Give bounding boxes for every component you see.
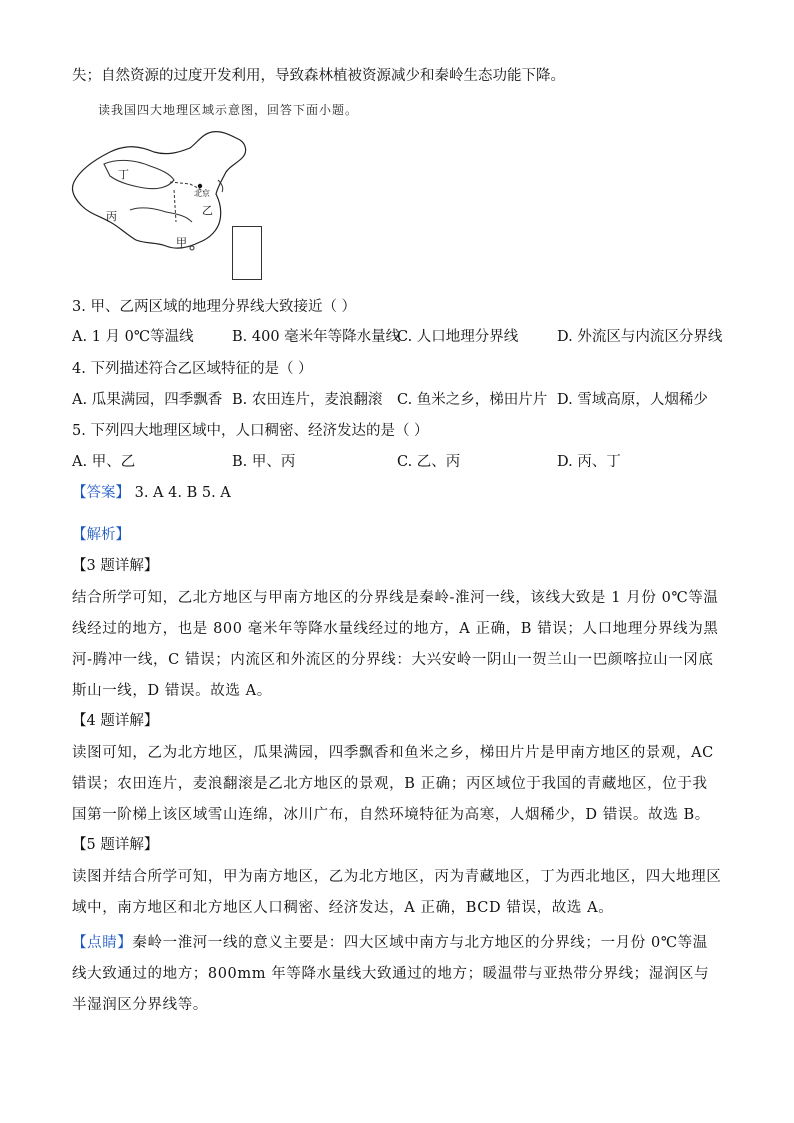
q3-detail-text: 结合所学可知，乙北方地区与甲南方地区的分界线是秦岭-淮河一线，该线大致是 1 月份 0℃等温线经过的地方，也是 800 毫米年等降水量线经过的地方，A 正确，B 错误；人口地理分界线为黑河-腾冲一线，C 错误；内流区和外流区的分界线：大兴安岭一阴山一贺兰山一巴颜喀拉山一冈底斯山一线，D 错误。故选 A。 (72, 590, 719, 699)
q4-stem: 4. 下列描述符合乙区域特征的是（ ） (72, 361, 313, 377)
answer-line (72, 483, 231, 503)
q3-option-d: D. 外流区与内流区分界线 (557, 329, 723, 345)
q4-option-a: A. 瓜果满园，四季飘香 (72, 392, 223, 408)
south-china-sea-inset (232, 226, 262, 280)
q5-detail-text: 读图并结合所学可知，甲为南方地区，乙为北方地区，丙为青藏地区，丁为西北地区，四大地理区域中，南方地区和北方地区人口稠密、经济发达，A 正确，BCD 错误，故选 A。 (72, 869, 722, 916)
region-label-yi: 乙 (202, 204, 213, 217)
q4-option-d: D. 雪域高原，人烟稀少 (557, 392, 708, 408)
q4-detail-label: 【4 题详解】 (72, 713, 159, 729)
q3-option-c: C. 人口地理分界线 (397, 329, 519, 345)
q4-detail-text: 读图可知，乙为北方地区，瓜果满园，四季飘香和鱼米之乡，梯田片片是甲南方地区的景观，AC 错误；农田连片，麦浪翻滚是乙北方地区的景观，B 正确；丙区域位于我国的青藏地区，位于我国第一阶梯上该区域雪山连绵，冰川广布，自然环境特征为高寒，人烟稀少，D 错误。故选 B。 (72, 745, 714, 823)
q5-option-c: C. 乙、丙 (397, 454, 461, 470)
point-text: 秦岭一淮河一线的意义主要是：四大区域中南方与北方地区的分界线；一月份 0℃等温线大致通过的地方；800mm 年等降水量线大致通过的地方；暖温带与亚热带分界线；湿润区与半湿润区分界线等。 (72, 935, 710, 1013)
q3-stem: 3. 甲、乙两区域的地理分界线大致接近（ ） (72, 299, 357, 315)
q4-option-b: B. 农田连片，麦浪翻滚 (232, 392, 383, 408)
answer-label: 【答案】 (72, 485, 130, 501)
q3-detail-label: 【3 题详解】 (72, 558, 159, 574)
q5-option-b: B. 甲、丙 (232, 454, 296, 470)
q3-option-a: A. 1 月 0℃等温线 (72, 329, 194, 345)
q3-option-b: B. 400 毫米年等降水量线 (232, 329, 401, 345)
region-label-jia: 甲 (176, 236, 187, 249)
q5-option-d: D. 丙、丁 (557, 454, 621, 470)
q4-option-c: C. 鱼米之乡，梯田片片 (397, 392, 548, 408)
map-prompt: 读我国四大地理区域示意图，回答下面小题。 (98, 103, 359, 117)
region-label-bing: 丙 (106, 210, 117, 223)
intro-continuation: 失；自然资源的过度开发利用，导致森林植被资源减少和秦岭生态功能下降。 (72, 68, 565, 84)
q5-stem: 5. 下列四大地理区域中，人口稠密、经济发达的是（ ） (72, 423, 429, 439)
q5-option-a: A. 甲、乙 (72, 454, 136, 470)
analysis-label: 【解析】 (72, 527, 130, 543)
answer-text: 3. A 4. B 5. A (134, 485, 231, 501)
point-block (72, 928, 722, 1021)
city-label-beijing: 北京 (194, 189, 210, 198)
q5-detail-label: 【5 题详解】 (72, 837, 159, 853)
region-label-ding: 丁 (118, 168, 129, 181)
china-regions-map (70, 130, 260, 252)
point-label: 【点睛】 (72, 935, 133, 951)
